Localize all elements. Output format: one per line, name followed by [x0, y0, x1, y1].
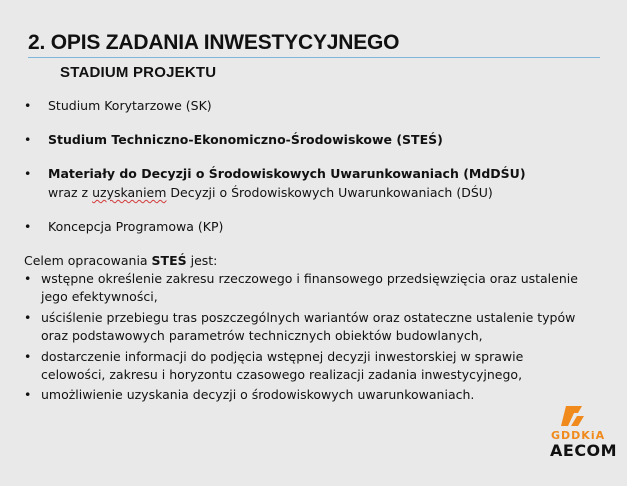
stage-label: Studium Techniczno-Ekonomiczno-Środowiskowe (STEŚ)	[48, 132, 443, 147]
purpose-intro-part: jest:	[186, 253, 218, 268]
bullet-icon: •	[24, 271, 32, 286]
bullet-icon: •	[24, 310, 32, 325]
bullet-icon: •	[24, 132, 32, 147]
stage-label: Materiały do Decyzji o Środowiskowych Uwarunkowaniach (MdDŚU)	[48, 166, 526, 181]
title-divider	[28, 57, 600, 58]
bullet-icon: •	[24, 98, 32, 113]
stage-note-part: wraz z	[48, 185, 93, 200]
stage-label: Studium Korytarzowe (SK)	[48, 98, 212, 113]
purpose-item-line: uściślenie przebiegu tras poszczególnych wariantów oraz ostateczne ustalenie typów	[41, 310, 576, 325]
gddkia-logo-text: GDDKiA	[551, 429, 606, 442]
purpose-item-line: wstępne określenie zakresu rzeczowego i finansowego przedsięwzięcia oraz ustalenie	[41, 271, 578, 286]
purpose-intro-part: Celem opracowania	[24, 253, 152, 268]
purpose-item-line: celowości, zakresu i horyzontu czasowego realizacji zadania inwestycyjnego,	[41, 367, 523, 382]
aecom-logo-text: AECOM	[550, 441, 618, 460]
purpose-intro	[24, 252, 217, 270]
stage-label: Koncepcja Programowa (KP)	[48, 219, 224, 234]
purpose-item-line: oraz podstawowych parametrów technicznych obiektów budowlanych,	[41, 328, 483, 343]
bullet-icon: •	[24, 387, 32, 402]
purpose-item-line: umożliwienie uzyskania decyzji o środowiskowych uwarunkowaniach.	[41, 387, 475, 402]
spellcheck-word: uzyskaniem	[92, 185, 167, 200]
bullet-icon: •	[24, 166, 32, 181]
stage-note-part: Decyzji o Środowiskowych Uwarunkowaniach (DŚU)	[166, 185, 493, 200]
bullet-icon: •	[24, 349, 32, 364]
purpose-intro-bold: STEŚ	[151, 253, 187, 268]
purpose-item-line: jego efektywności,	[41, 289, 158, 304]
purpose-item-line: dostarczenie informacji do podjęcia wstępnej decyzji inwestorskiej w sprawie	[41, 349, 524, 364]
slide-subtitle: STADIUM PROJEKTU	[60, 64, 217, 81]
slide-title: 2. OPIS ZADANIA INWESTYCYJNEGO	[28, 31, 400, 54]
bullet-icon: •	[24, 219, 32, 234]
stage-note	[48, 184, 493, 202]
